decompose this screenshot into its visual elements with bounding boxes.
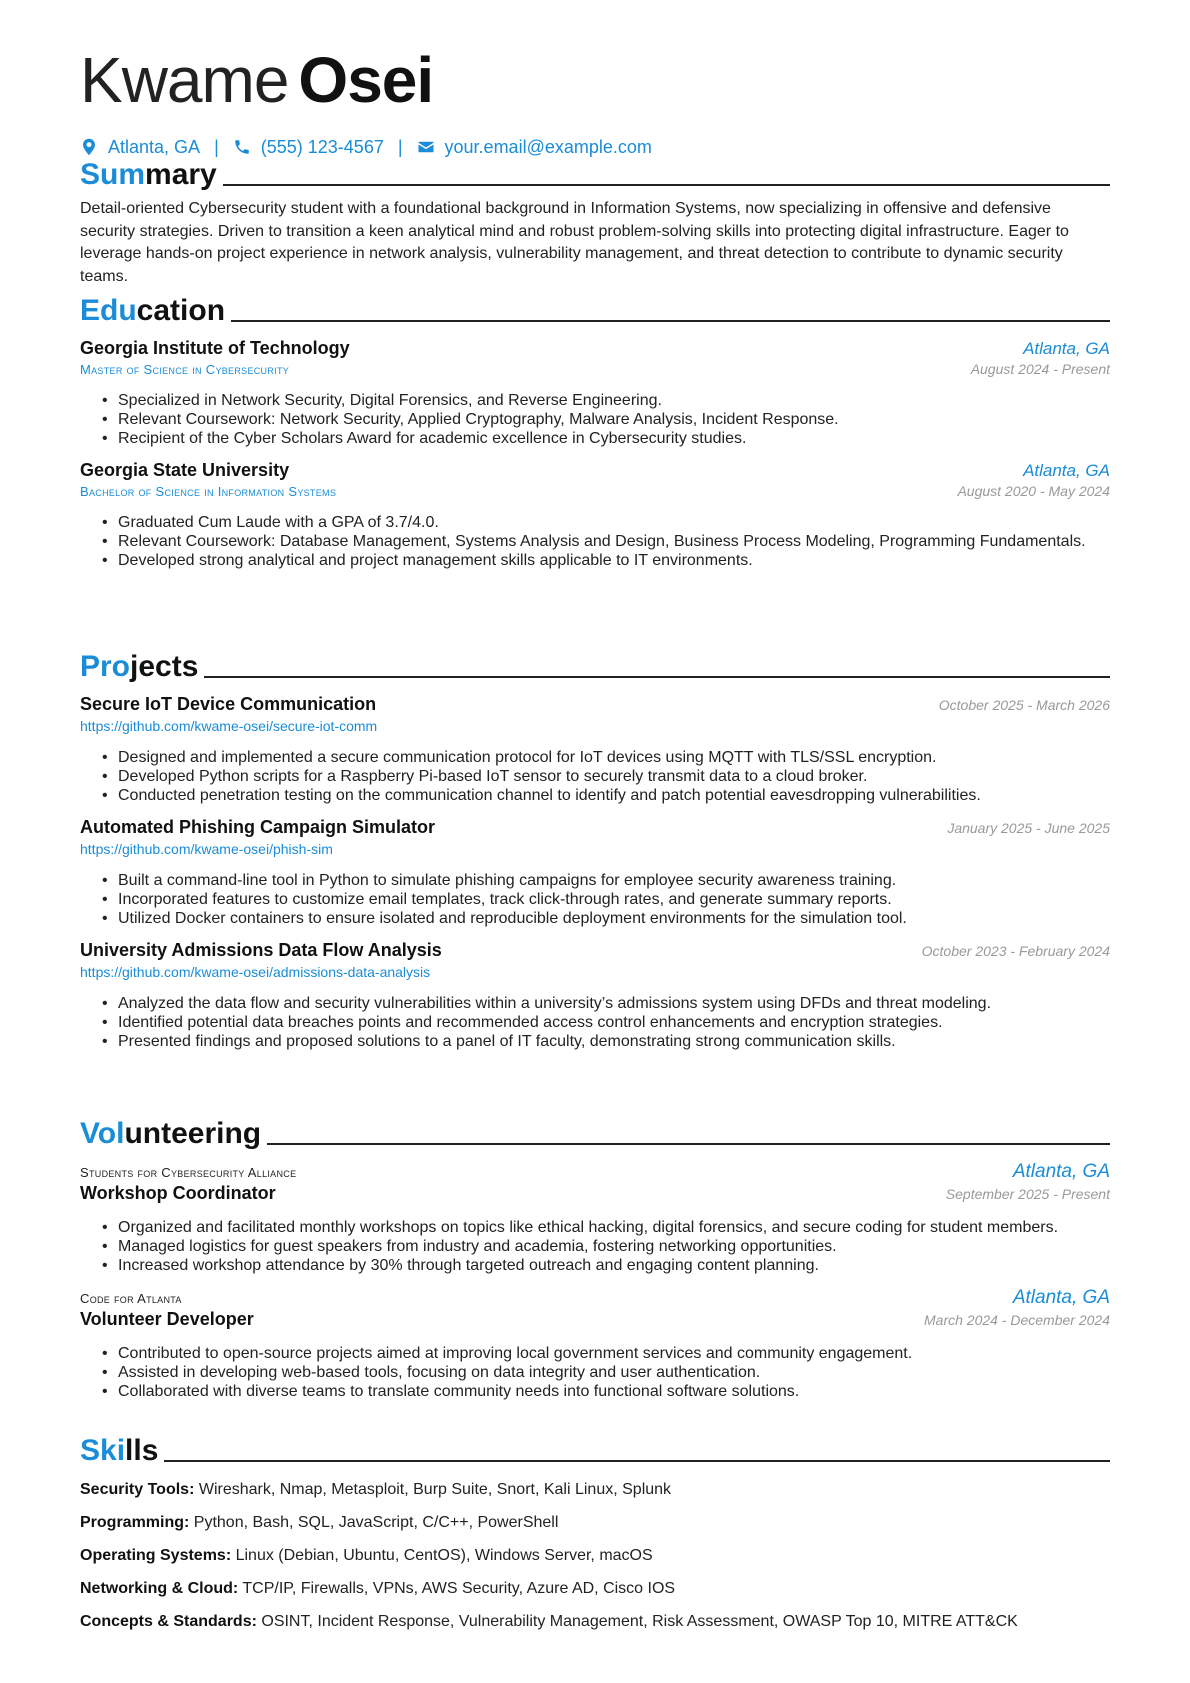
section-header [80, 648, 1110, 684]
project-entry [80, 694, 1110, 805]
bullet-list [80, 391, 1110, 448]
section-title: Education [80, 294, 226, 327]
skill-value: OSINT, Incident Response, Vulnerability Management, Risk Assessment, OWASP Top 10, MITRE ATT&CK [256, 1613, 1018, 1630]
map-pin-icon [80, 138, 98, 156]
volunteer-entry [80, 1287, 1110, 1401]
list-item: • Presented findings and proposed solutions to a panel of IT faculty, demonstrating strong communication skills. [118, 1032, 1110, 1051]
institution-name: Georgia Institute of Technology [80, 338, 350, 358]
project-name: Automated Phishing Campaign Simulator [80, 817, 436, 837]
skill-label: Operating Systems: [80, 1547, 232, 1564]
bullet-list [80, 1344, 1110, 1401]
skill-label: Security Tools: [80, 1481, 195, 1498]
contact-separator: | [214, 136, 219, 157]
section-header [80, 156, 1110, 192]
skill-value: Python, Bash, SQL, JavaScript, C/C++, PowerShell [189, 1514, 559, 1531]
list-item: • Designed and implemented a secure communication protocol for IoT devices using MQTT with TLS/SSL encryption. [118, 748, 1110, 767]
list-item: • Relevant Coursework: Network Security, Applied Cryptography, Malware Analysis, Incident Response. [118, 410, 1110, 429]
skill-value: Wireshark, Nmap, Metasploit, Burp Suite, Snort, Kali Linux, Splunk [194, 1481, 672, 1498]
role-title: Workshop Coordinator [80, 1183, 276, 1203]
skill-row [80, 1546, 1110, 1566]
skills-section [80, 1432, 1110, 1632]
entry-location: Atlanta, GA [1012, 1161, 1110, 1182]
section-header [80, 292, 1110, 328]
section-rule [204, 676, 1110, 678]
list-item: • Increased workshop attendance by 30% through targeted outreach and engaging content planning. [118, 1256, 1110, 1275]
skill-row [80, 1480, 1110, 1500]
bullet-list [80, 871, 1110, 928]
projects-section [80, 648, 1110, 1051]
list-item: • Assisted in developing web-based tools, focusing on data integrity and user authentication. [118, 1363, 1110, 1382]
project-name: Secure IoT Device Communication [80, 694, 377, 714]
education-entry [80, 338, 1110, 448]
entry-date: January 2025 - June 2025 [947, 820, 1110, 836]
phone-icon [233, 138, 251, 156]
contact-location [80, 137, 200, 158]
skill-row [80, 1513, 1110, 1533]
list-item: • Graduated Cum Laude with a GPA of 3.7/4.0. [118, 513, 1110, 532]
skill-label: Programming: [80, 1514, 190, 1531]
entry-date: September 2025 - Present [945, 1186, 1110, 1202]
entry-location: Atlanta, GA [1012, 1287, 1110, 1308]
entry-date: August 2024 - Present [970, 361, 1110, 377]
list-item: • Relevant Coursework: Database Management, Systems Analysis and Design, Business Process Modeling, Programming Fundamentals. [118, 532, 1110, 551]
list-item: • Organized and facilitated monthly workshops on topics like ethical hacking, digital forensics, and secure coding for student members. [118, 1218, 1110, 1237]
skill-label: Networking & Cloud: [80, 1580, 239, 1597]
section-header [80, 1115, 1110, 1151]
section-rule [223, 184, 1110, 186]
skill-row [80, 1579, 1110, 1599]
entry-date: August 2020 - May 2024 [957, 483, 1110, 499]
phone-text: (555) 123-4567 [260, 136, 384, 157]
project-link[interactable]: https://github.com/kwame-osei/secure-iot-comm [80, 718, 378, 734]
list-item: • Developed Python scripts for a Raspberry Pi-based IoT sensor to securely transmit data to a cloud broker. [118, 767, 1110, 786]
section-rule [267, 1143, 1110, 1145]
list-item: • Built a command-line tool in Python to simulate phishing campaigns for employee security awareness training. [118, 871, 1110, 890]
bullet-list [80, 1218, 1110, 1275]
list-item: • Utilized Docker containers to ensure isolated and reproducible deployment environments for the simulation tool. [118, 909, 1110, 928]
bullet-list [80, 513, 1110, 570]
organization-name: Code for Atlanta [80, 1291, 182, 1306]
entry-location: Atlanta, GA [1023, 339, 1110, 358]
list-item: • Specialized in Network Security, Digital Forensics, and Reverse Engineering. [118, 391, 1110, 410]
first-name: Kwame [80, 44, 289, 116]
list-item: • Conducted penetration testing on the communication channel to identify and patch potential eavesdropping vulnerabilities. [118, 786, 1110, 805]
email-link[interactable]: your.email@example.com [444, 136, 652, 157]
section-header [80, 1432, 1110, 1468]
last-name: Osei [298, 44, 434, 116]
section-title: Skills [80, 1434, 159, 1467]
list-item: • Developed strong analytical and project management skills applicable to IT environments. [118, 551, 1110, 570]
summary-section [80, 156, 1110, 288]
envelope-icon [417, 138, 435, 156]
list-item: • Contributed to open-source projects aimed at improving local government services and community engagement. [118, 1344, 1110, 1363]
contact-separator: | [397, 136, 403, 157]
list-item: • Analyzed the data flow and security vulnerabilities within a university’s admissions system using DFDs and threat modeling. [118, 994, 1110, 1013]
degree-name: Bachelor of Science in Information Systems [80, 484, 337, 499]
skill-value: Linux (Debian, Ubuntu, CentOS), Windows Server, macOS [231, 1547, 653, 1564]
location-text: Atlanta, GA [108, 136, 201, 157]
section-title: Projects [80, 650, 199, 683]
role-title: Volunteer Developer [80, 1309, 254, 1329]
summary-text: Detail-oriented Cybersecurity student with a foundational background in Information Systems, now specializing in offensive and defensive security strategies. Driven to transition a keen analytical mind and robust problem-solving skills into protecting digital infrastructure. Eager to leverage hands-on project experience in network analysis, vulnerability management, and threat detection to contribute to dynamic security teams. [80, 200, 1069, 285]
skill-label: Concepts & Standards: [80, 1613, 257, 1630]
list-item: • Managed logistics for guest speakers from industry and academia, fostering networking opportunities. [118, 1237, 1110, 1256]
section-rule [164, 1460, 1110, 1462]
degree-name: Master of Science in Cybersecurity [80, 362, 290, 377]
section-title: Volunteering [80, 1117, 262, 1150]
skill-row [80, 1612, 1110, 1632]
skill-value: TCP/IP, Firewalls, VPNs, AWS Security, Azure AD, Cisco IOS [238, 1580, 676, 1597]
list-item: • Collaborated with diverse teams to translate community needs into functional software solutions. [118, 1382, 1110, 1401]
entry-date: March 2024 - December 2024 [924, 1312, 1110, 1328]
project-name: University Admissions Data Flow Analysis [80, 940, 442, 960]
project-link[interactable]: https://github.com/kwame-osei/phish-sim [80, 841, 333, 857]
project-entry [80, 940, 1110, 1051]
entry-date: October 2023 - February 2024 [921, 943, 1110, 959]
volunteer-entry [80, 1161, 1110, 1275]
project-link[interactable]: https://github.com/kwame-osei/admissions-data-analysis [80, 964, 431, 980]
entry-location: Atlanta, GA [1023, 461, 1110, 480]
list-item: • Recipient of the Cyber Scholars Award for academic excellence in Cybersecurity studies. [118, 429, 1110, 448]
bullet-list [80, 994, 1110, 1051]
education-section [80, 292, 1110, 570]
list-item: • Identified potential data breaches points and recommended access control enhancements and encryption strategies. [118, 1013, 1110, 1032]
section-title: Summary [80, 158, 217, 191]
contact-phone [233, 137, 384, 158]
bullet-list [80, 748, 1110, 805]
organization-name: Students for Cybersecurity Alliance [80, 1165, 297, 1180]
entry-date: October 2025 - March 2026 [938, 697, 1110, 713]
candidate-name [80, 42, 433, 118]
section-rule [231, 320, 1110, 322]
education-entry [80, 460, 1110, 570]
list-item: • Incorporated features to customize email templates, track click-through rates, and generate summary reports. [118, 890, 1110, 909]
volunteering-section [80, 1115, 1110, 1401]
contact-email[interactable] [417, 137, 652, 158]
project-entry [80, 817, 1110, 928]
institution-name: Georgia State University [80, 460, 290, 480]
